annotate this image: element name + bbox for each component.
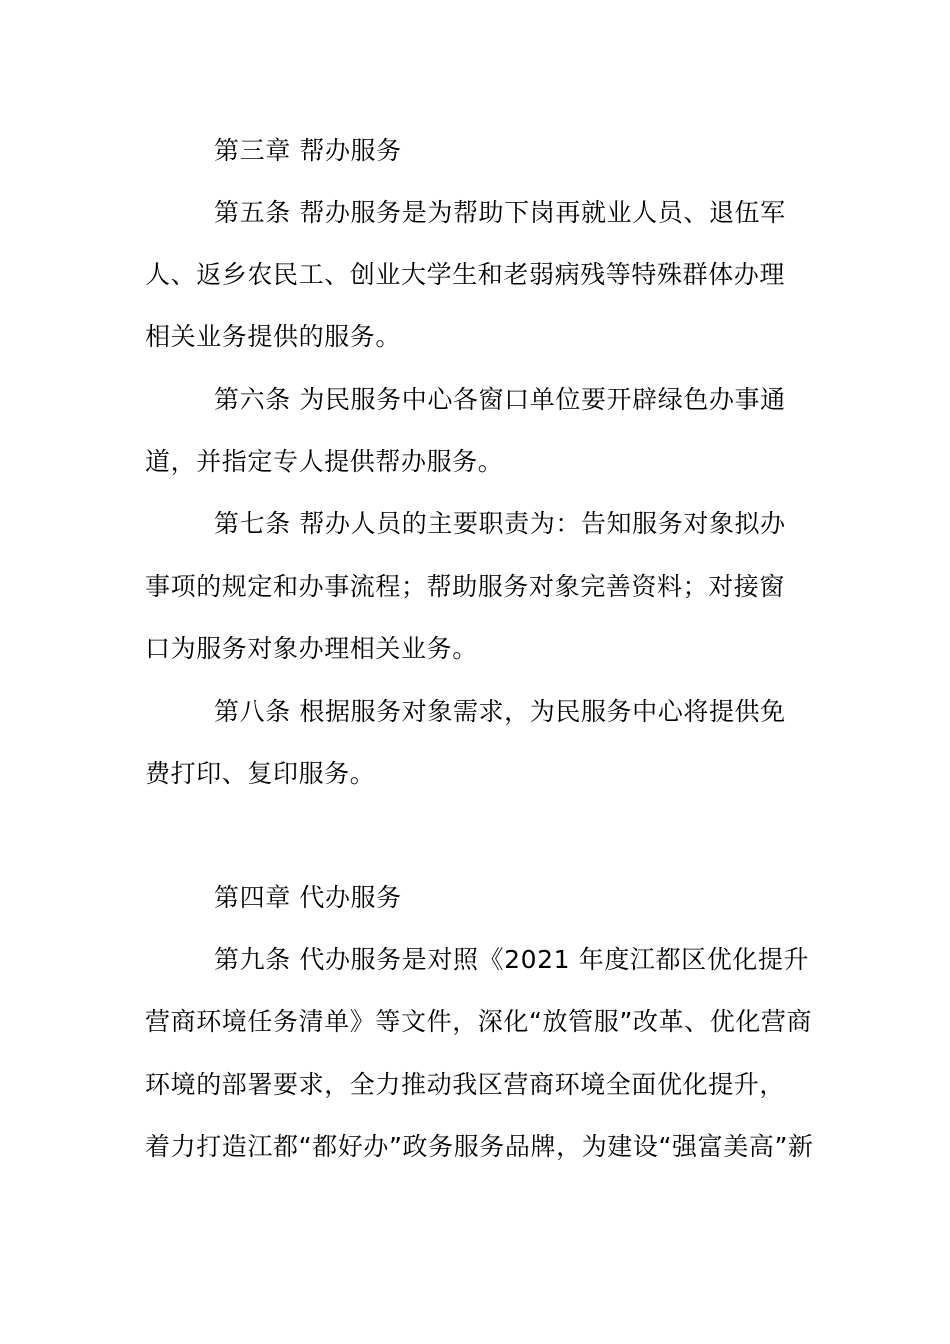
article-line: 第五条 帮办服务是为帮助下岗再就业人员、退伍军 (214, 198, 786, 227)
article-line: 道，并指定专人提供帮办服务。 (145, 447, 504, 476)
article-line: 口为服务对象办理相关业务。 (145, 634, 478, 663)
chapter-heading: 第三章 帮办服务 (214, 136, 402, 165)
article-line: 事项的规定和办事流程；帮助服务对象完善资料；对接窗 (145, 572, 786, 601)
article-line: 人、返乡农民工、创业大学生和老弱病残等特殊群体办理 (145, 260, 786, 289)
article-line: 营商环境任务清单》等文件，深化“放管服”改革、优化营商 (145, 1007, 813, 1036)
chapter-heading: 第四章 代办服务 (214, 883, 402, 912)
article-line: 第八条 根据服务对象需求，为民服务中心将提供免 (214, 697, 786, 726)
article-line: 第六条 为民服务中心各窗口单位要开辟绿色办事通 (214, 385, 786, 414)
article-line: 费打印、复印服务。 (145, 759, 376, 788)
article-line: 着力打造江都“都好办”政务服务品牌，为建设“强富美高”新 (145, 1132, 814, 1161)
article-line: 第九条 代办服务是对照《2021 年度江都区优化提升 (214, 945, 810, 974)
article-line: 第七条 帮办人员的主要职责为：告知服务对象拟办 (214, 509, 786, 538)
article-line: 环境的部署要求，全力推动我区营商环境全面优化提升， (145, 1070, 786, 1099)
article-line: 相关业务提供的服务。 (145, 322, 402, 351)
